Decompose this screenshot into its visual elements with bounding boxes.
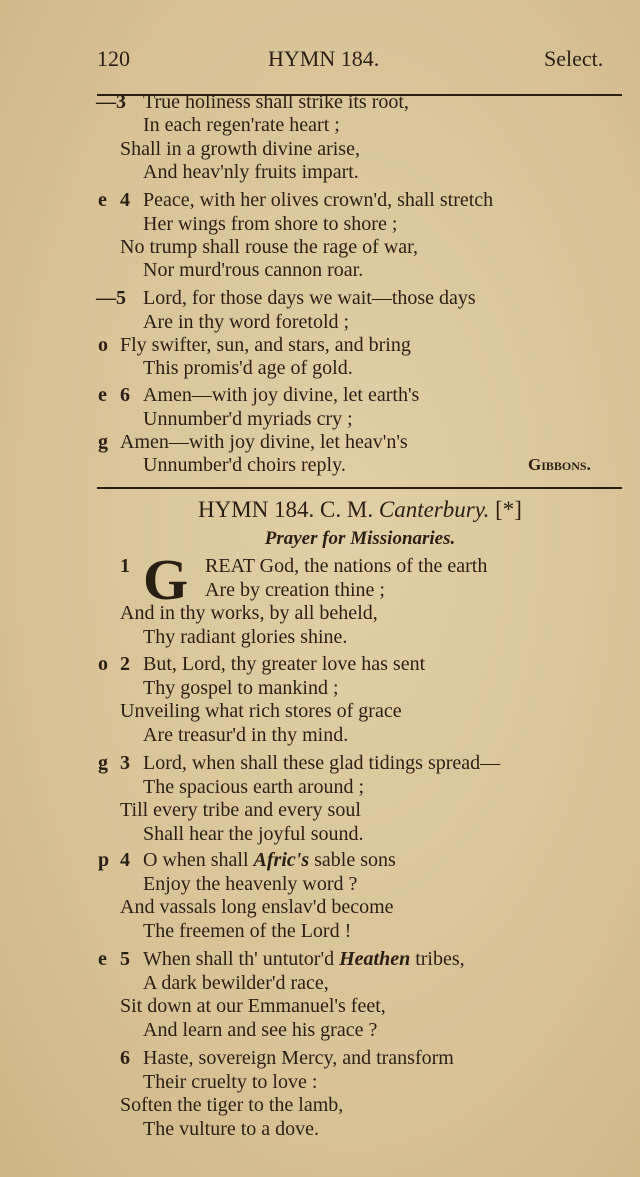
verse-line — [143, 752, 500, 774]
line-text: Fly swifter, sun, and stars, and bring — [120, 334, 411, 356]
line-text: Their cruelty to love : — [143, 1070, 318, 1093]
line-text: Thy radiant glories shine. — [143, 625, 348, 648]
line-text: tribes, — [410, 948, 465, 970]
hymn-heading — [0, 497, 640, 523]
verse-line — [120, 602, 378, 624]
hymn-number: HYMN 184. C. M. — [198, 497, 374, 522]
line-text: And in thy works, by all beheld, — [120, 602, 378, 624]
author-attribution: Gibbons. — [528, 455, 591, 474]
line-text: Haste, sovereign Mercy, and transform — [143, 1047, 454, 1069]
verse-line — [143, 1019, 377, 1041]
line-text: Lord, for those days we wait—those days — [143, 287, 476, 309]
verse-line — [143, 972, 329, 994]
line-text: Amen—with joy divine, let heav'n's — [120, 431, 408, 453]
verse-line — [143, 189, 493, 211]
verse-line — [143, 408, 353, 430]
verse-number: 3 — [120, 752, 130, 774]
italic-word: Afric's — [253, 849, 310, 871]
verse-marker: —3 — [96, 91, 126, 113]
page-number: 120 — [97, 46, 130, 71]
line-text: True holiness shall strike its root, — [143, 91, 409, 113]
verse-number: 4 — [120, 849, 130, 871]
line-text: Shall hear the joyful sound. — [143, 822, 364, 845]
verse-line — [143, 948, 465, 970]
line-text: Nor murd'rous cannon roar. — [143, 259, 364, 281]
verse-line — [143, 776, 364, 798]
line-text: The vulture to a dove. — [143, 1117, 320, 1140]
line-text: And heav'nly fruits impart. — [143, 161, 359, 183]
tune-name: Canterbury. — [378, 497, 490, 522]
line-text: Till every tribe and every soul — [120, 799, 361, 821]
verse-marker: o — [98, 334, 108, 356]
verse-line — [143, 91, 409, 113]
running-title: HYMN 184. — [268, 46, 380, 71]
line-text: When shall th' untutor'd — [143, 948, 340, 970]
line-text: Soften the tiger to the lamb, — [120, 1094, 344, 1116]
verse-marker: g — [98, 431, 108, 453]
verse-line — [120, 236, 418, 258]
verse-line — [143, 920, 351, 942]
verse-number: 6 — [120, 384, 130, 406]
verse-line — [143, 357, 353, 379]
verse-line — [143, 213, 397, 235]
verse-line — [120, 1094, 343, 1116]
verse-line — [143, 677, 339, 699]
line-text: Thy gospel to mankind ; — [143, 676, 339, 699]
drop-cap: G — [143, 547, 189, 612]
verse-line — [143, 873, 357, 895]
verse-number: 4 — [120, 189, 130, 211]
line-text: sable sons — [309, 849, 396, 871]
line-text: Amen—with joy divine, let earth's — [143, 384, 420, 406]
verse-number: 2 — [120, 653, 130, 675]
line-text: And vassals long enslav'd become — [120, 896, 394, 918]
line-text: O when shall — [143, 849, 254, 871]
verse-line — [205, 555, 487, 577]
verse-line — [143, 259, 363, 281]
verse-marker: p — [98, 849, 110, 871]
line-text: Shall in a growth divine arise, — [120, 138, 360, 160]
line-text: Unnumber'd choirs reply. — [143, 454, 346, 476]
verse-line — [120, 138, 360, 160]
verse-marker: e — [98, 948, 107, 970]
line-text: Unveiling what rich stores of grace — [120, 700, 402, 722]
line-text: No trump shall rouse the rage of war, — [120, 236, 418, 258]
verse-line — [143, 114, 340, 136]
line-text: Enjoy the heavenly word ? — [143, 872, 358, 895]
verse-line — [120, 700, 402, 722]
verse-line — [120, 995, 386, 1017]
section-rule — [97, 487, 622, 489]
line-text: Unnumber'd myriads cry ; — [143, 408, 353, 430]
verse-number: 6 — [120, 1047, 130, 1069]
verse-line — [143, 849, 396, 871]
line-text: And learn and see his grace ? — [143, 1018, 378, 1041]
line-text: The spacious earth around ; — [143, 775, 365, 798]
verse-line — [143, 823, 364, 845]
verse-marker: —5 — [96, 287, 126, 309]
verse-marker: g — [98, 752, 108, 774]
verse-line — [143, 1118, 319, 1140]
verse-line — [143, 384, 419, 406]
verse-line — [143, 454, 346, 476]
verse-line — [205, 579, 385, 601]
hymn-subtitle: Prayer for Missionaries. — [264, 528, 456, 549]
verse-line — [120, 799, 361, 821]
line-text: The freemen of the Lord ! — [143, 919, 352, 942]
verse-line — [143, 626, 347, 648]
verse-number: 1 — [120, 555, 130, 577]
line-text: Sit down at our Emmanuel's feet, — [120, 995, 386, 1017]
line-text: Lord, when shall these glad tidings spread— — [143, 752, 501, 774]
verse-marker: e — [98, 189, 107, 211]
verse-line — [143, 653, 425, 675]
verse-line — [143, 161, 359, 183]
line-text: REAT God, the nations of the earth — [205, 555, 488, 577]
verse-marker: o — [98, 653, 108, 675]
line-text: Are in thy word foretold ; — [143, 311, 350, 333]
line-text: A dark bewilder'd race, — [143, 971, 329, 994]
italic-word: Heathen — [339, 948, 411, 970]
line-text: Are by creation thine ; — [205, 578, 385, 601]
line-text: Are treasur'd in thy mind. — [143, 723, 349, 746]
line-text: Peace, with her olives crown'd, shall stretch — [143, 189, 494, 211]
hymn-mark: [*] — [495, 497, 522, 522]
verse-line — [143, 311, 349, 333]
line-text: This promis'd age of gold. — [143, 357, 353, 379]
line-text: Her wings from shore to shore ; — [143, 213, 398, 235]
verse-marker: e — [98, 384, 107, 406]
verse-line — [143, 1047, 454, 1069]
verse-line — [120, 334, 411, 356]
verse-line — [143, 1071, 317, 1093]
verse-line — [120, 431, 408, 453]
line-text: In each regen'rate heart ; — [143, 114, 340, 136]
verse-line — [143, 724, 348, 746]
verse-line — [120, 896, 394, 918]
line-text: But, Lord, thy greater love has sent — [143, 653, 426, 675]
verse-line — [143, 287, 476, 309]
verse-number: 5 — [120, 948, 130, 970]
section-title: Select. — [544, 46, 604, 71]
